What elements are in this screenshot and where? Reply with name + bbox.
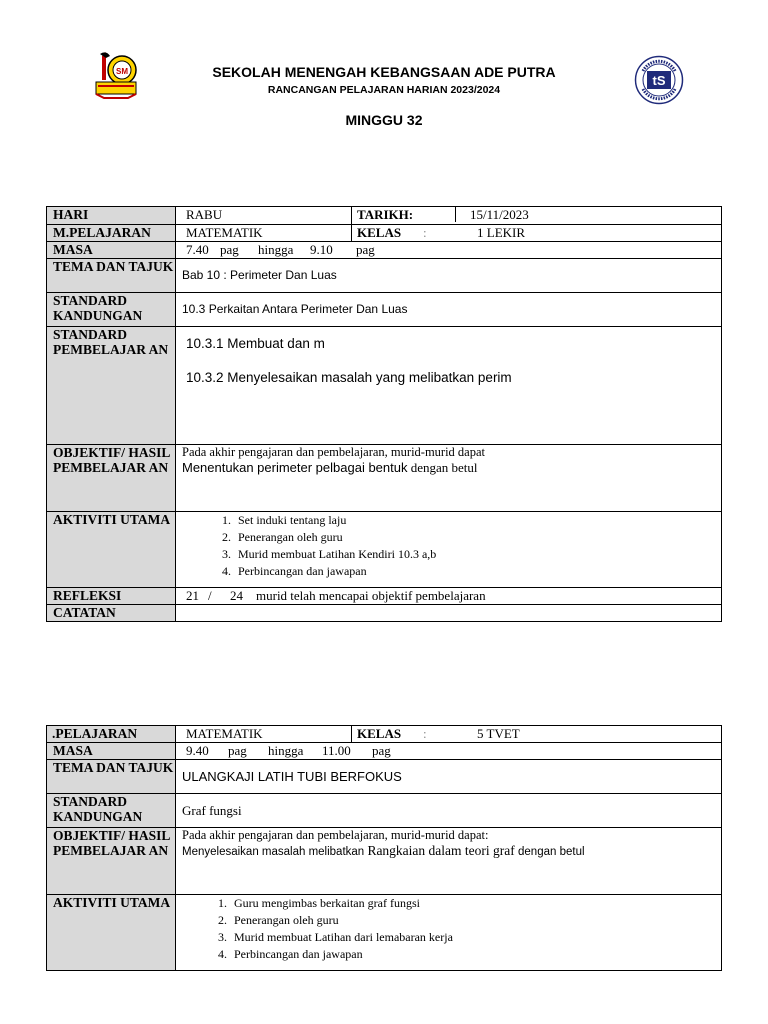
plan-title: RANCANGAN PELAJARAN HARIAN 2023/2024 [267, 84, 501, 96]
kelas-value: 1 LEKIR [477, 225, 526, 240]
list-item: 3. Murid membuat Latihan Kendiri 10.3 a,b [234, 546, 721, 563]
catatan-value [176, 605, 722, 622]
masa-start: 9.40 [186, 743, 209, 758]
row-standard-kandungan [47, 794, 722, 828]
aktiviti-list [182, 512, 721, 580]
lesson-plan-table-2 [46, 725, 722, 971]
kelas-separator: : [423, 726, 427, 741]
document-header [0, 0, 768, 140]
row-pelajaran [47, 225, 722, 242]
masa-end: 9.10 [310, 242, 333, 257]
list-item: 3. Murid membuat Latihan dari lemabaran kerja [230, 929, 721, 946]
objektif-label: OBJEKTIF/ HASIL PEMBELAJAR AN [47, 445, 176, 512]
refleksi-count: 21 [186, 588, 199, 603]
masa-unit-start: pag [228, 743, 247, 758]
tema-label: TEMA DAN TAJUK [47, 760, 176, 794]
masa-unit-start: pag [220, 242, 239, 257]
standard-pembelajaran-label: STANDARD PEMBELAJAR AN [47, 327, 176, 445]
row-objektif [47, 445, 722, 512]
objektif-part-b: Rangkaian dalam teori graf [367, 843, 515, 858]
row-aktiviti [47, 895, 722, 971]
row-tema [47, 259, 722, 293]
masa-end: 11.00 [322, 743, 351, 758]
list-item: 4. Perbincangan dan jawapan [234, 563, 721, 580]
hari-label: HARI [47, 207, 176, 225]
pelajaran-label: M.PELAJARAN [47, 225, 176, 242]
masa-start: 7.40 [186, 242, 209, 257]
row-aktiviti [47, 512, 722, 588]
svg-text:SM: SM [116, 67, 128, 76]
standard-kandungan-label: STANDARD KANDUNGAN [47, 293, 176, 327]
refleksi-text: murid telah mencapai objektif pembelajaran [256, 588, 486, 603]
hari-value: RABU [176, 207, 352, 225]
masa-unit-end: pag [356, 242, 375, 257]
row-masa [47, 743, 722, 760]
list-item: 4. Perbincangan dan jawapan [230, 946, 721, 963]
row-catatan [47, 605, 722, 622]
objektif-intro: Pada akhir pengajaran dan pembelajaran, murid-murid dapat [182, 445, 486, 459]
tema-value: Bab 10 : Perimeter Dan Luas [176, 259, 722, 293]
tarikh-label: TARIKH: [352, 207, 456, 222]
row-standard-kandungan [47, 293, 722, 327]
standard-pembelajaran-1: 10.3.1 Membuat dan m [186, 336, 325, 351]
week-label: MINGGU 32 [345, 112, 423, 128]
row-tema [47, 760, 722, 794]
list-item: 2. Penerangan oleh guru [234, 529, 721, 546]
list-item: 1. Set induki tentang laju [234, 512, 721, 529]
refleksi-total: 24 [230, 588, 243, 603]
objektif-part-c: dengan betul [518, 846, 585, 858]
kelas-label: KELAS [357, 726, 402, 741]
standard-kandungan-value: 10.3 Perkaitan Antara Perimeter Dan Luas [176, 293, 722, 327]
kelas-separator: : [423, 225, 427, 240]
row-standard-pembelajaran [47, 327, 722, 445]
standard-kandungan-label: STANDARD KANDUNGAN [47, 794, 176, 828]
row-refleksi [47, 588, 722, 605]
kelas-label: KELAS [357, 225, 402, 240]
svg-text:tS: tS [652, 73, 666, 88]
refleksi-slash: / [208, 588, 212, 603]
tema-label: TEMA DAN TAJUK [47, 259, 176, 293]
objektif-part-a: Menyelesaikan masalah melibatkan [182, 846, 365, 858]
masa-label: MASA [47, 743, 176, 760]
row-hari [47, 207, 722, 225]
aktiviti-label: AKTIVITI UTAMA [47, 512, 176, 588]
tarikh-value: 15/11/2023 [470, 207, 529, 222]
masa-hingga: hingga [258, 242, 294, 257]
standard-pembelajaran-2: 10.3.2 Menyelesaikan masalah yang melibatkan perim [186, 370, 512, 385]
tema-value: ULANGKAJI LATIH TUBI BERFOKUS [176, 760, 722, 794]
kelas-value: 5 TVET [477, 726, 520, 741]
row-pelajaran [47, 726, 722, 743]
objektif-label: OBJEKTIF/ HASIL PEMBELAJAR AN [47, 828, 176, 895]
aktiviti-label: AKTIVITI UTAMA [47, 895, 176, 971]
school-name: SEKOLAH MENENGAH KEBANGSAAN ADE PUTRA [212, 64, 556, 80]
pelajaran-label: .PELAJARAN [47, 726, 176, 743]
catatan-label: CATATAN [47, 605, 176, 622]
standard-kandungan-value: Graf fungsi [176, 794, 722, 828]
list-item: 2. Penerangan oleh guru [230, 912, 721, 929]
pelajaran-value: MATEMATIK [176, 225, 352, 242]
pelajaran-value: MATEMATIK [176, 726, 352, 743]
refleksi-label: REFLEKSI [47, 588, 176, 605]
row-masa [47, 242, 722, 259]
objektif-tail: dengan betul [410, 460, 478, 475]
objektif-main: Menentukan perimeter pelbagai bentuk [182, 460, 408, 475]
badge-emblem-icon [634, 55, 684, 110]
lesson-plan-table-1 [46, 206, 722, 622]
masa-unit-end: pag [372, 743, 391, 758]
objektif-intro: Pada akhir pengajaran dan pembelajaran, murid-murid dapat: [182, 828, 489, 842]
masa-hingga: hingga [268, 743, 304, 758]
masa-label: MASA [47, 242, 176, 259]
list-item: 1. Guru mengimbas berkaitan graf fungsi [230, 895, 721, 912]
aktiviti-list [182, 895, 721, 963]
row-objektif [47, 828, 722, 895]
